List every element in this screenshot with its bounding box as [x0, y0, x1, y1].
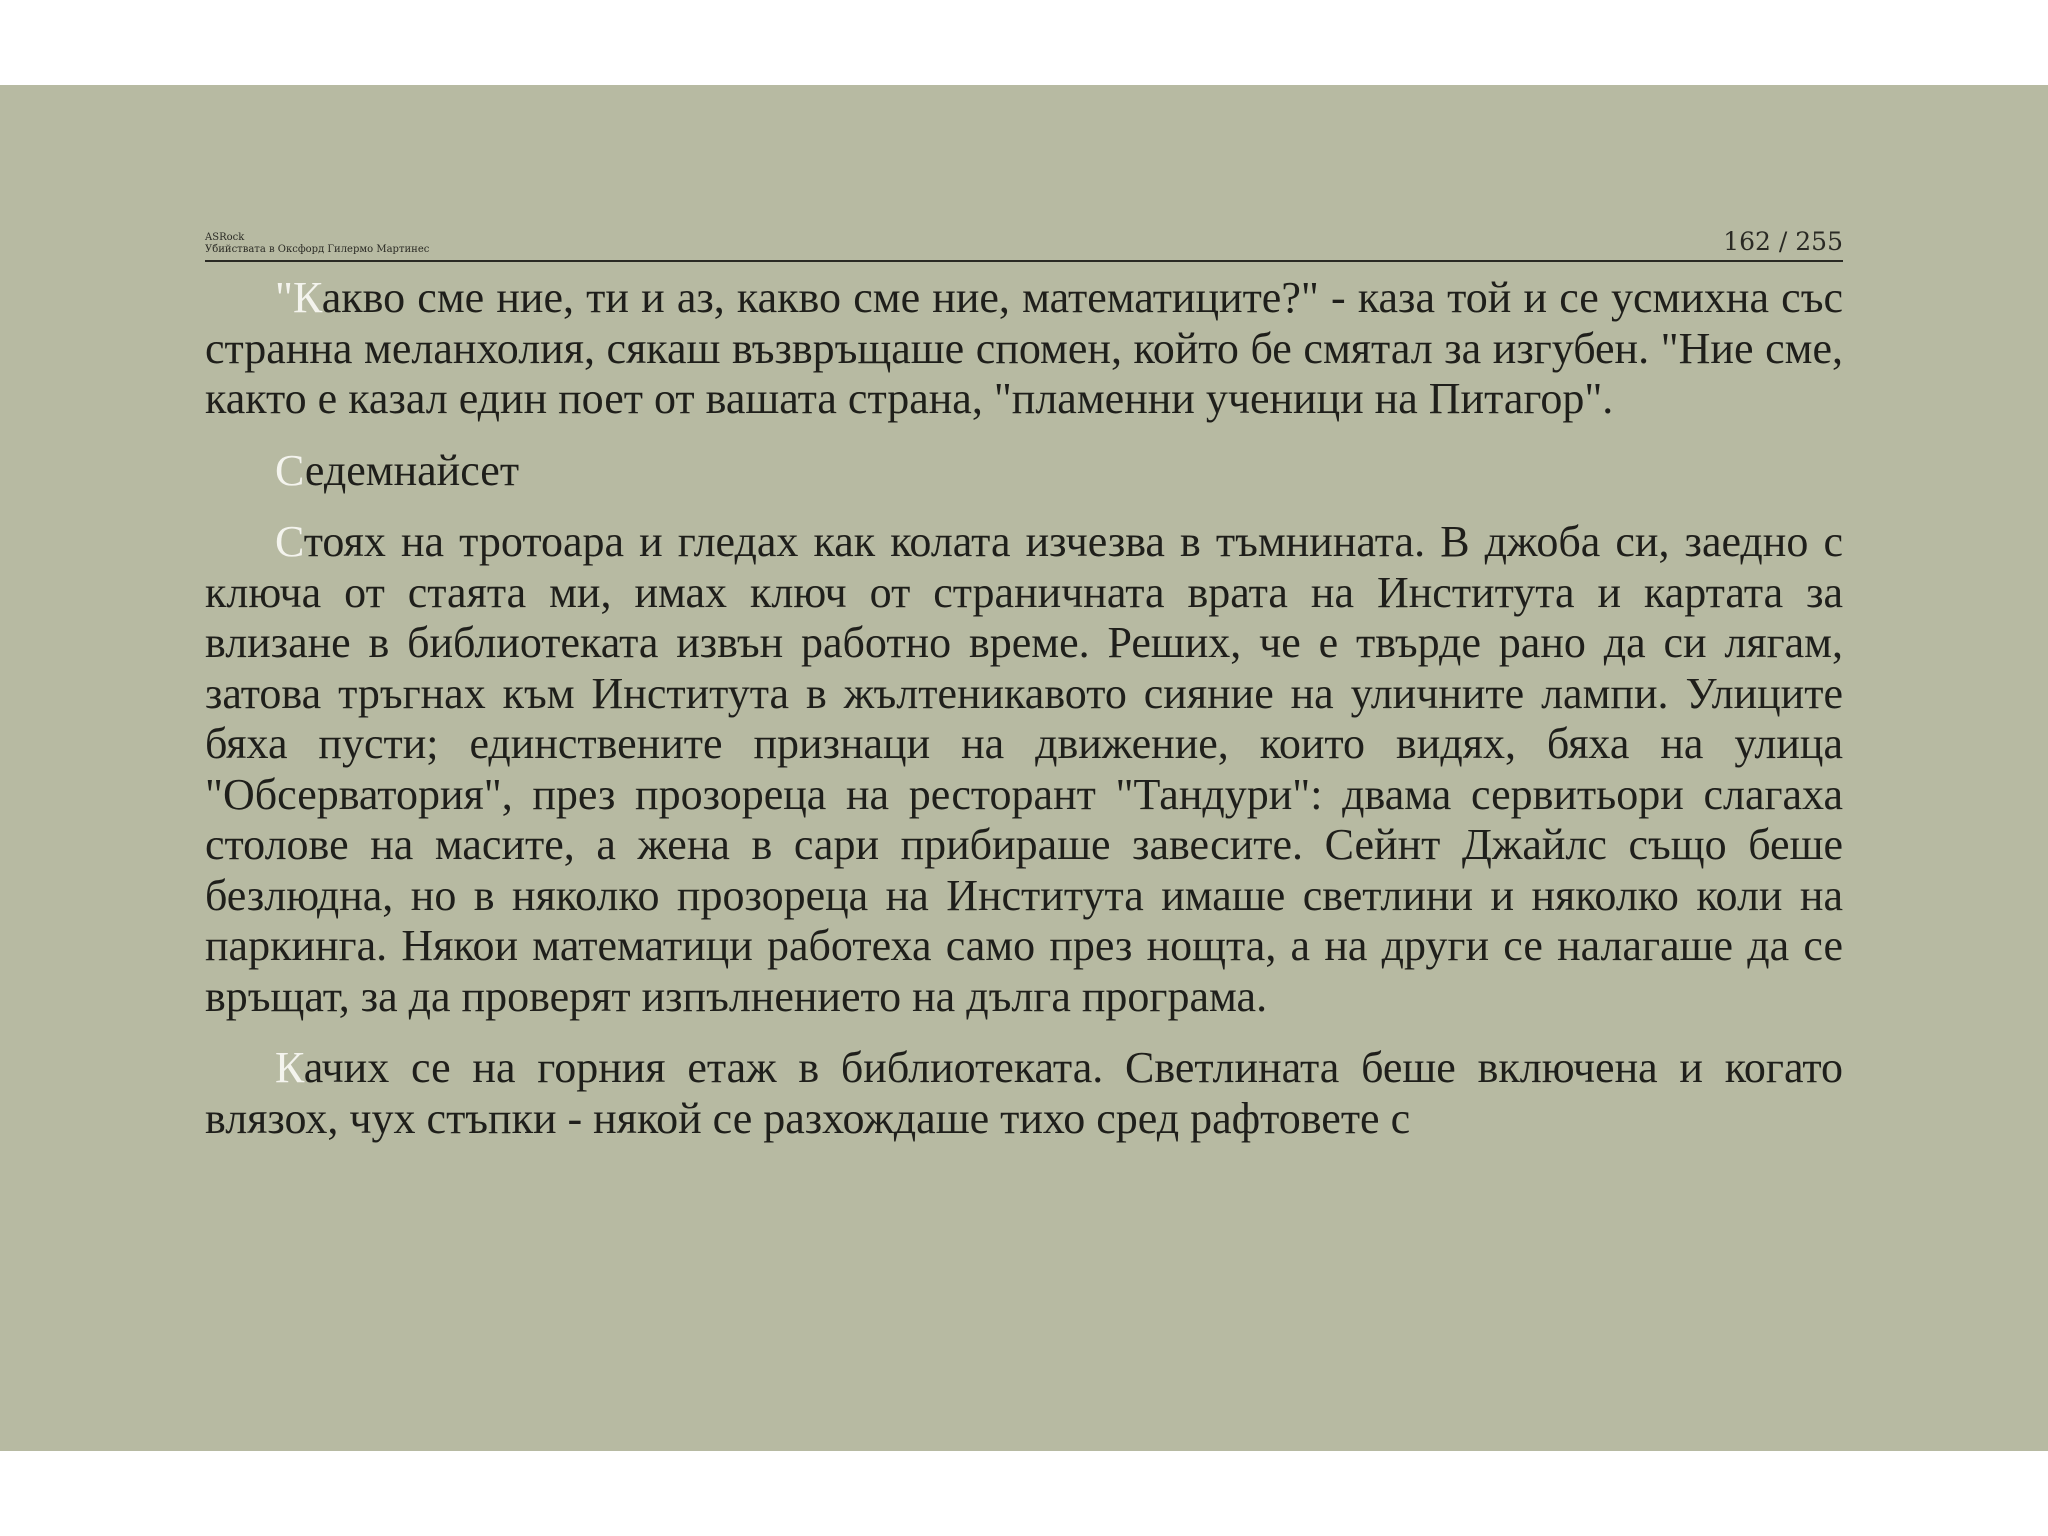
paragraph-text: ачих се на горния етаж в библиотеката. Светлината беше включена и когато влязох, чух стъпки - някой се разхождаше тихо сред рафтовете с — [205, 1043, 1843, 1143]
drop-initial: К — [275, 1043, 304, 1092]
author-line: ASRock — [205, 232, 245, 243]
paragraph-text: тоях на тротоара и гледах как колата изчезва в тъмнината. В джоба си, заедно с ключа от стаята ми, имах ключ от страничната врата на Института и картата за влизане в библиотеката извън работно време. Реших, че е твърде рано да си лягам, затова тръгнах към Института в жълтеникавото сияние на уличните лампи. Улиците бяха пусти; единствените признаци на движение, които видях, бяха на улица "Обсерватория", през прозореца на ресторант "Тандури": двама сервитьори слагаха столове на масите, а жена в сари прибираше завесите. Сейнт Джайлс също беше безлюдна, но в няколко прозореца на Института имаше светлини и няколко коли на паркинга. Някои математици работеха само през нощта, а на други се налагаше да се връщат, за да проверят изпълнението на дълга програма. — [205, 517, 1843, 1021]
running-header — [205, 138, 1843, 262]
page-text — [205, 273, 1843, 1165]
drop-initial: С — [275, 445, 305, 495]
chapter-title-text: едемнайсет — [304, 445, 520, 495]
drop-initial: "К — [275, 273, 322, 322]
book-title-line: Убийствата в Оксфорд Гилермо Мартинес — [205, 244, 430, 255]
paragraph-3 — [205, 1043, 1843, 1144]
drop-initial: С — [275, 517, 304, 566]
book-info — [205, 232, 429, 256]
paragraph-text: акво сме ние, ти и аз, какво сме ние, математиците?" - каза той и се усмихна със странна меланхолия, сякаш възвръщаше спомен, който бе смятал за изгубен. "Ние сме, както е казал един поет от вашата страна, "пламенни ученици на Питагор". — [205, 273, 1843, 423]
paragraph-2 — [205, 517, 1843, 1022]
chapter-heading — [205, 446, 1843, 497]
paragraph-1 — [205, 273, 1843, 425]
page-indicator: 162 / 255 — [1723, 227, 1843, 256]
